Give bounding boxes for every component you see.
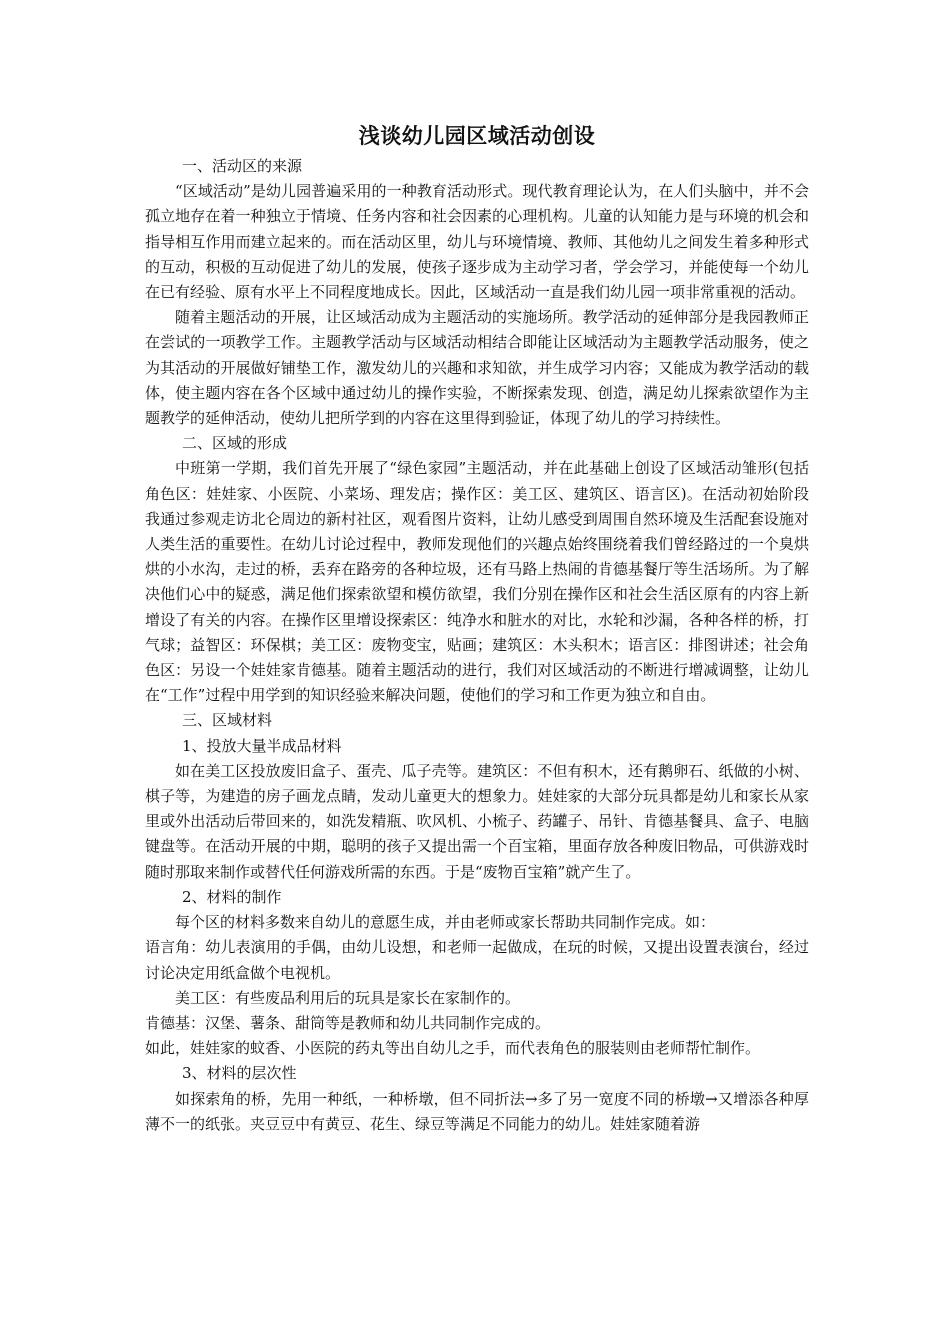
- body-paragraph: 随着主题活动的开展，让区域活动成为主题活动的实施场所。教学活动的延伸部分是我园教师正在尝试的一项教学工作。主题教学活动与区域活动相结合即能让区域活动为主题教学活动服务，使之为其活动的开展做好铺垫工作，激发幼儿的兴趣和求知欲，并生成学习内容；又能成为教学活动的载体，使主题内容在各个区域中通过幼儿的操作实验，不断探索发现、创造，满足幼儿探索欲望作为主题教学的延伸活动，使幼儿把所学到的内容在这里得到验证，体现了幼儿的学习持续性。: [145, 308, 809, 428]
- body-paragraph: 美工区：有些废品利用后的玩具是家长在家制作的。: [175, 988, 521, 1007]
- document-page: [145, 120, 809, 1137]
- document-title: 浅谈幼儿园区域活动创设: [358, 123, 596, 148]
- body-paragraph: 如探索角的桥，先用一种纸，一种桥墩，但不同折法→多了另一宽度不同的桥墩→又增添各种厚薄不一的纸张。夹豆豆中有黄豆、花生、绿豆等满足不同能力的幼儿。娃娃家随着游: [145, 1089, 809, 1133]
- body-paragraph: “区域活动”是幼儿园普遍采用的一种教育活动形式。现代教育理论认为，在人们头脑中，并不会孤立地存在着一种独立于情境、任务内容和社会因素的心理机构。儿童的认知能力是与环境的机会和指导相互作用而建立起来的。而在活动区里，幼儿与环境情境、教师、其他幼儿之间发生着多种形式的互动，积极的互动促进了幼儿的发展，使孩子逐步成为主动学习者，学会学习，并能使每一个幼儿在已有经验、原有水平上不同程度地成长。因此，区域活动一直是我们幼儿园一项非常重视的活动。: [145, 182, 809, 302]
- subsection-heading: 3、材料的层次性: [182, 1064, 297, 1083]
- body-paragraph: 如此，娃娃家的蚊香、小医院的药丸等出自幼儿之手，而代表角色的服装则由老师帮忙制作。: [145, 1039, 761, 1058]
- body-paragraph: 每个区的材料多数来自幼儿的意愿生成，并由老师或家长帮助共同制作完成。如：: [175, 913, 716, 932]
- body-paragraph: 中班第一学期，我们首先开展了“绿色家园”主题活动，并在此基础上创设了区域活动雏形(包括角色区：娃娃家、小医院、小菜场、理发店；操作区：美工区、建筑区、语言区)。在活动初始阶段我通过参观走访北仑周边的新村社区，观看图片资料，让幼儿感受到周围自然环境及生活配套设施对人类生活的重要性。在幼儿讨论过程中，教师发现他们的兴趣点始终围绕着我们曾经路过的一个臭烘烘的小水沟，走过的桥，丢弃在路旁的各种垃圾，还有马路上热闹的肯德基餐厅等生活场所。为了解决他们心中的疑惑，满足他们探索欲望和模仿欲望，我们分别在操作区和社会生活区原有的内容上新增设了有关的内容。在操作区里增设探索区：纯净水和脏水的对比，水轮和沙漏，各种各样的桥，打气球；益智区：环保棋；美工区：废物变宝，贴画；建筑区：木头积木；语言区：排图讲述；社会角色区：另设一个娃娃家肯德基。随着主题活动的进行，我们对区域活动的不断进行增减调整，让幼儿在“工作”过程中用学到的知识经验来解决问题，使他们的学习和工作更为独立和自由。: [145, 459, 809, 705]
- subsection-heading: 1、投放大量半成品材料: [182, 736, 342, 755]
- section-heading: 三、区域材料: [182, 711, 273, 730]
- section-heading: 二、区域的形成: [182, 434, 288, 453]
- body-paragraph: 如在美工区投放废旧盒子、蛋壳、瓜子壳等。建筑区：不但有积木，还有鹅卵石、纸做的小树、棋子等，为建造的房子画龙点睛，发动儿童更大的想象力。娃娃家的大部分玩具都是幼儿和家长从家里或外出活动后带回来的，如洗发精瓶、吹风机、小梳子、药罐子、吊针、肯德基餐具、盒子、电脑键盘等。在活动开展的中期，聪明的孩子又提出需一个百宝箱，里面存放各种废旧物品，可供游戏时随时那取来制作或替代任何游戏所需的东西。于是“废物百宝箱”就产生了。: [145, 761, 809, 881]
- body-paragraph: 肯德基：汉堡、薯条、甜筒等是教师和幼儿共同制作完成的。: [145, 1013, 551, 1032]
- section-heading: 一、活动区的来源: [182, 157, 303, 175]
- subsection-heading: 2、材料的制作: [182, 887, 282, 906]
- body-paragraph: 语言角：幼儿表演用的手偶，由幼儿设想，和老师一起做成，在玩的时候，又提出设置表演台，经过讨论决定用纸盒做个电视机。: [145, 938, 809, 982]
